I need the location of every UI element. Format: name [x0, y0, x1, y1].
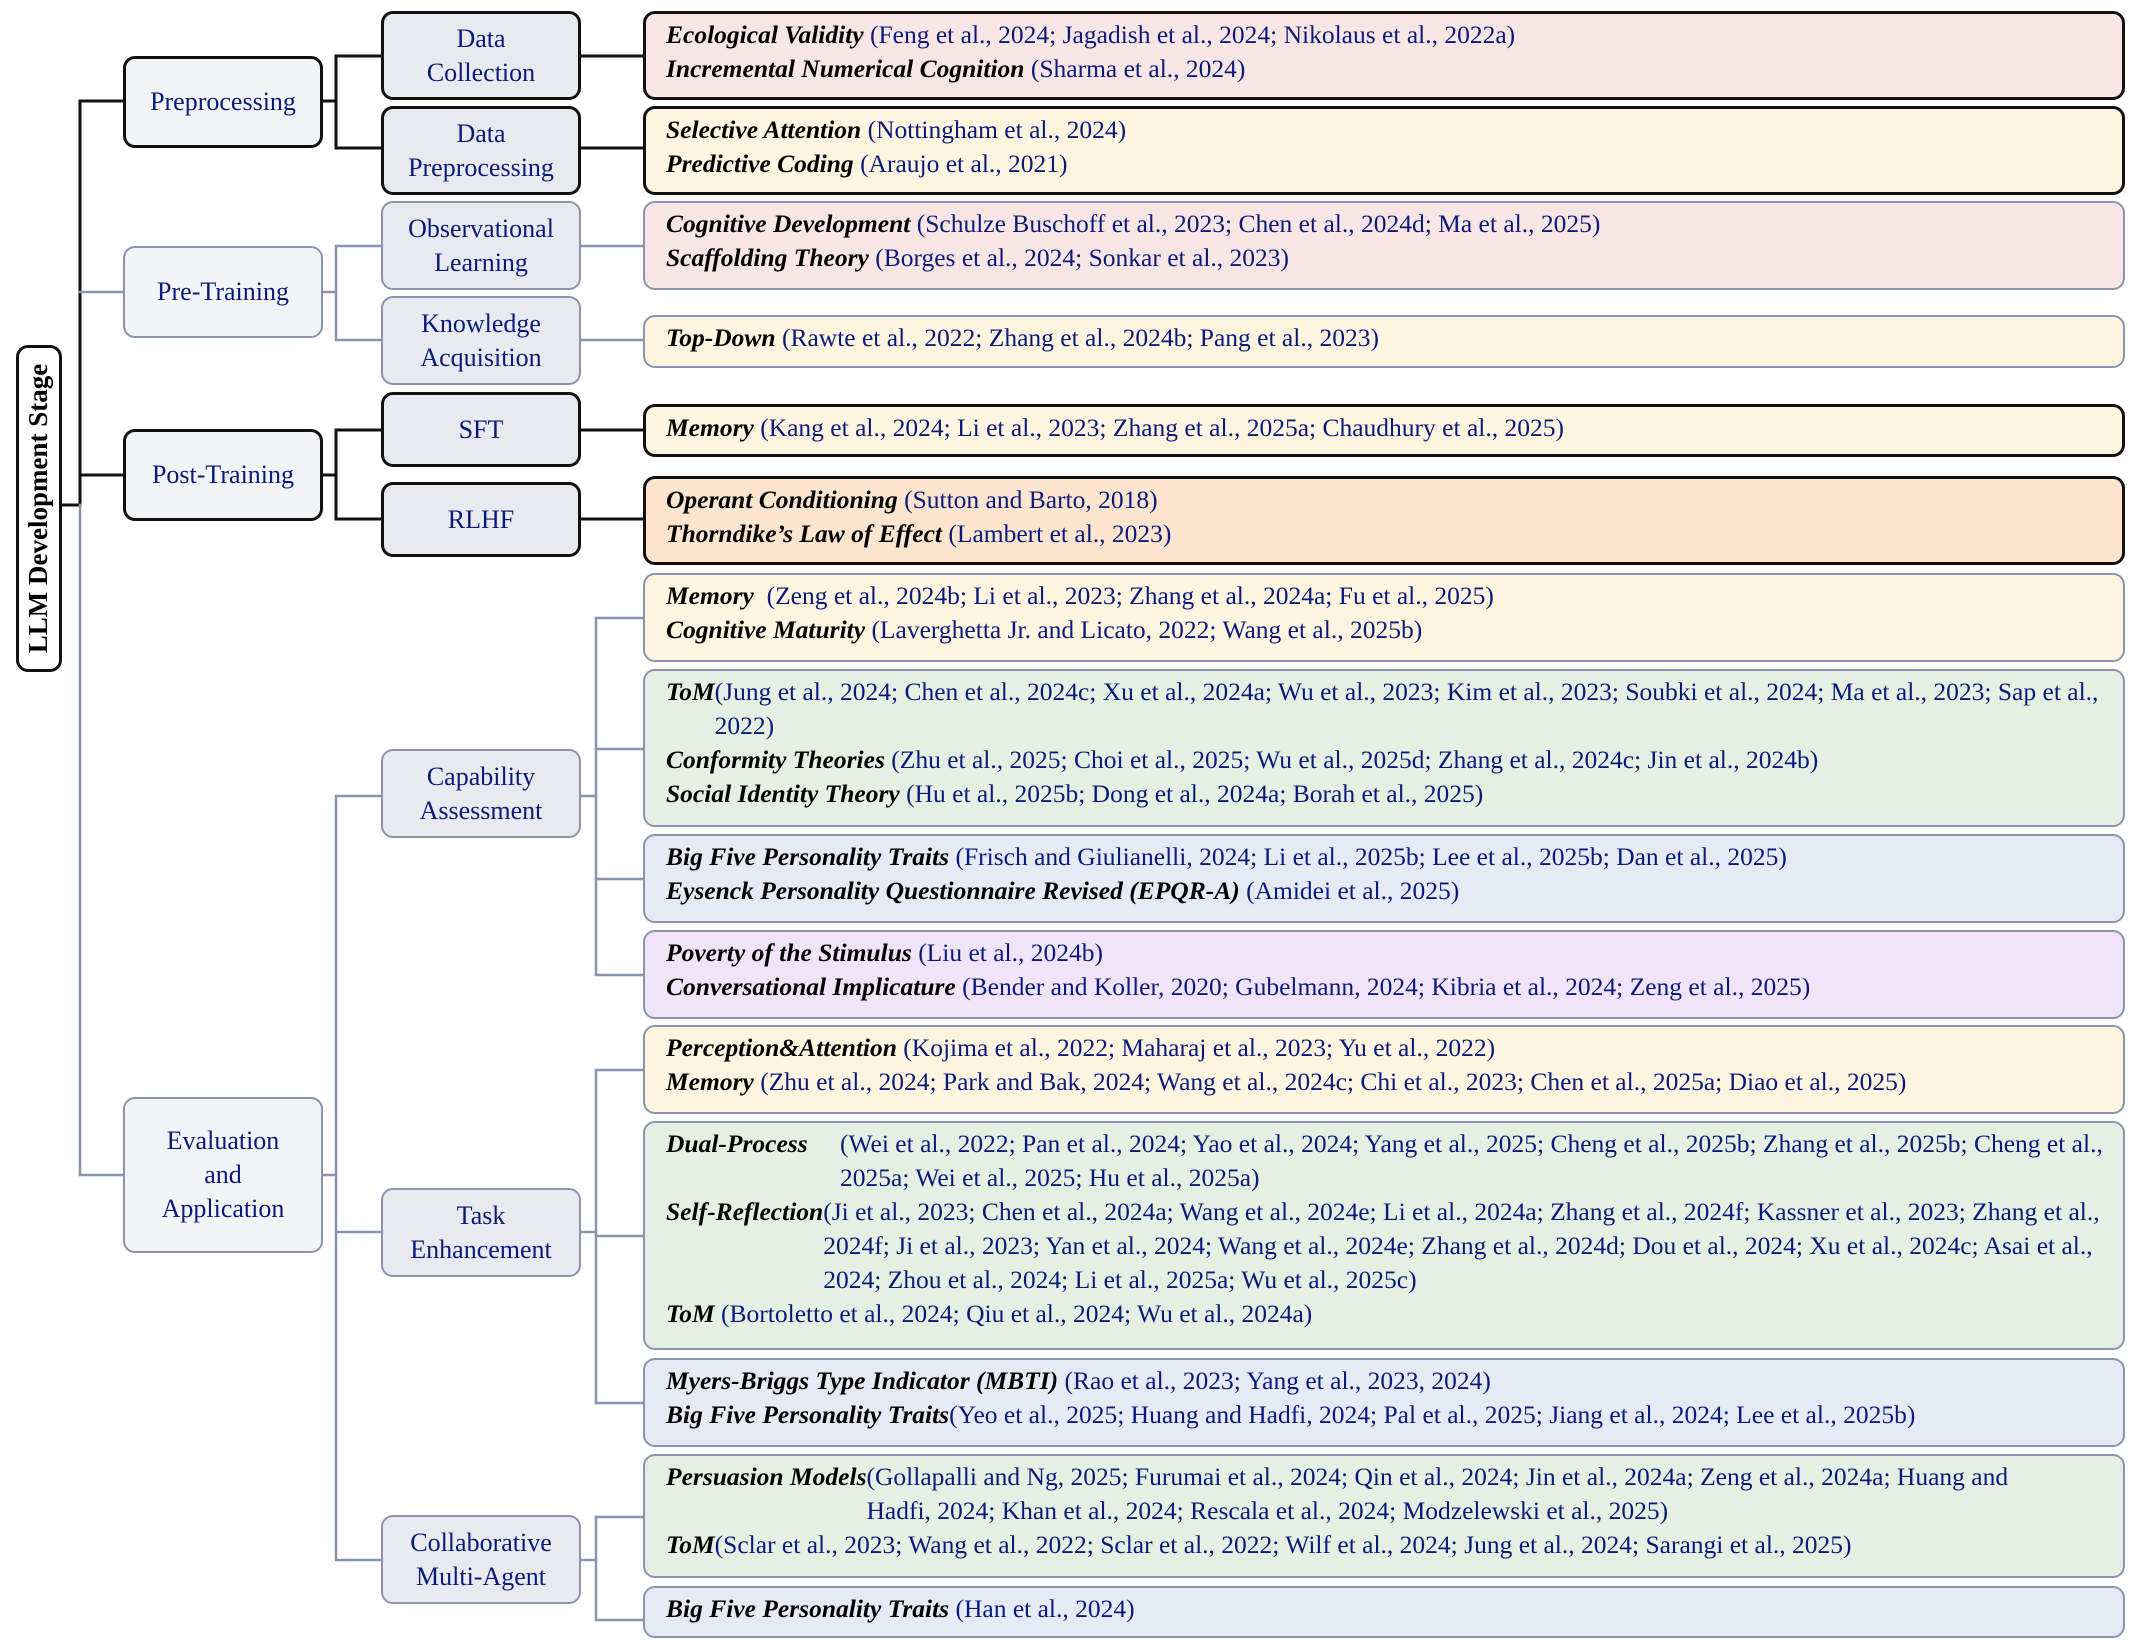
leaf-term: Incremental Numerical Cognition — [666, 54, 1025, 83]
leaf-capability-memory — [643, 573, 2125, 662]
leaf-capability-personality — [643, 834, 2125, 923]
leaf-term: Thorndike’s Law of Effect — [666, 519, 942, 548]
leaf-term: Ecological Validity — [666, 20, 864, 49]
leaf-multiagent-personality — [643, 1586, 2125, 1638]
leaf-item — [666, 613, 2123, 647]
leaf-term: Self-Reflection — [666, 1197, 824, 1226]
leaf-item — [666, 840, 2123, 874]
leaf-item — [666, 970, 2123, 1004]
leaf-term: Dual-Process — [666, 1129, 808, 1158]
subcat-sft-label: SFT — [458, 414, 504, 444]
leaf-term: Memory — [666, 413, 754, 442]
subcat-capability-assessment-label: Capability Assessment — [419, 761, 543, 825]
leaf-citations: (Rao et al., 2023; Yang et al., 2023, 2024) — [1058, 1366, 1491, 1395]
leaf-term: Social Identity Theory — [666, 779, 900, 808]
leaf-data-preprocessing — [643, 106, 2125, 195]
leaf-citations: (Yeo et al., 2025; Huang and Hadfi, 2024; Pal et al., 2025; Jiang et al., 2024; Lee et al., 2025b) — [949, 1400, 1916, 1429]
leaf-item — [666, 743, 2123, 777]
subcat-collaborative-multi-agent — [381, 1515, 581, 1604]
leaf-item — [666, 1031, 2123, 1065]
leaf-term: Perception&Attention — [666, 1033, 897, 1062]
leaf-citations: (Feng et al., 2024; Jagadish et al., 2024; Nikolaus et al., 2022a) — [863, 20, 1516, 49]
leaf-citations: (Han et al., 2024) — [949, 1594, 1135, 1623]
leaf-item — [666, 18, 2122, 52]
leaf-item — [666, 517, 2122, 551]
leaf-item — [666, 147, 2122, 181]
stage-posttraining-label: Post-Training — [151, 460, 295, 489]
subcat-observational-learning-label: Observational Learning — [408, 213, 554, 277]
leaf-citations: (Sharma et al., 2024) — [1024, 54, 1246, 83]
root-node — [16, 345, 62, 672]
leaf-citations: (Liu et al., 2024b) — [911, 938, 1104, 967]
leaf-citations: (Amidei et al., 2025) — [1239, 876, 1460, 905]
leaf-term: ToM — [666, 677, 715, 706]
root-label: LLM Development Stage — [23, 363, 54, 654]
leaf-term: Memory — [666, 581, 754, 610]
stage-evaluation — [123, 1097, 323, 1253]
leaf-sft — [643, 404, 2125, 457]
leaf-item — [666, 1528, 2123, 1562]
subcat-knowledge-acquisition — [381, 296, 581, 385]
subcat-rlhf — [381, 482, 581, 557]
leaf-item — [666, 1460, 2123, 1528]
subcat-observational-learning — [381, 201, 581, 290]
leaf-item — [666, 1398, 2123, 1432]
leaf-item — [666, 321, 2123, 355]
leaf-citations: (Schulze Buschoff et al., 2023; Chen et al., 2024d; Ma et al., 2025) — [910, 209, 1601, 238]
leaf-term: Selective Attention — [666, 115, 862, 144]
leaf-term: Poverty of the Stimulus — [666, 938, 912, 967]
leaf-item — [666, 411, 2122, 445]
leaf-citations: (Rawte et al., 2022; Zhang et al., 2024b; Pang et al., 2023) — [775, 323, 1379, 352]
leaf-term: Predictive Coding — [666, 149, 854, 178]
leaf-item — [666, 52, 2122, 86]
leaf-citations: (Kojima et al., 2022; Maharaj et al., 2023; Yu et al., 2022) — [896, 1033, 1496, 1062]
stage-preprocessing-label: Preprocessing — [150, 87, 296, 116]
leaf-item — [666, 1297, 2123, 1331]
stage-pretraining — [123, 246, 323, 338]
leaf-citations: (Lambert et al., 2023) — [942, 519, 1172, 548]
leaf-item — [666, 207, 2123, 241]
leaf-data-collection — [643, 11, 2125, 100]
subcat-knowledge-acquisition-label: Knowledge Acquisition — [420, 308, 542, 372]
leaf-citations: (Wei et al., 2022; Pan et al., 2024; Yao et al., 2024; Yang et al., 2025; Cheng et al., 2025b; Zhang et al., 2025b; Cheng et al., 2025a; Wei et al., 2025; Hu et al., 2025a) — [840, 1129, 2103, 1192]
leaf-item — [666, 241, 2123, 275]
leaf-citations: (Ji et al., 2023; Chen et al., 2024a; Wang et al., 2024e; Li et al., 2024a; Zhang et al., 2024f; Kassner et al., 2023; Zhang et al., 2024f; Ji et al., 2023; Yan et al., 2024; Wang et al., 2024e; Zhang et al., 2024d; Dou et al., 2024; Xu et al., 2024c; Asai et al., 2024; Zhou et al., 2024; Li et al., 2025a; Wu et al., 2025c) — [823, 1197, 2100, 1294]
leaf-item — [666, 675, 2123, 743]
leaf-item — [666, 1127, 2123, 1195]
leaf-citations: (Kang et al., 2024; Li et al., 2023; Zhang et al., 2025a; Chaudhury et al., 2025) — [753, 413, 1564, 442]
leaf-citations: (Araujo et al., 2021) — [853, 149, 1068, 178]
leaf-item — [666, 1195, 2123, 1297]
leaf-term: Persuasion Models — [666, 1462, 867, 1491]
leaf-term: Cognitive Maturity — [666, 615, 866, 644]
subcat-data-collection-label: Data Collection — [426, 23, 536, 87]
leaf-term: Operant Conditioning — [666, 485, 898, 514]
stage-evaluation-label: Evaluation and Application — [161, 1126, 285, 1223]
leaf-rlhf — [643, 476, 2125, 565]
leaf-observational-learning — [643, 201, 2125, 290]
subcat-data-preprocessing — [381, 106, 581, 195]
leaf-term: Cognitive Development — [666, 209, 911, 238]
leaf-capability-language — [643, 930, 2125, 1019]
leaf-item — [666, 579, 2123, 613]
subcat-rlhf-label: RLHF — [447, 504, 515, 534]
leaf-item — [666, 1364, 2123, 1398]
subcat-data-preprocessing-label: Data Preprocessing — [408, 118, 554, 182]
subcat-task-enhancement — [381, 1188, 581, 1277]
leaf-term: Myers-Briggs Type Indicator (MBTI) — [666, 1366, 1059, 1395]
leaf-item — [666, 483, 2122, 517]
leaf-citations: (Nottingham et al., 2024) — [861, 115, 1127, 144]
leaf-knowledge-acquisition — [643, 315, 2125, 368]
leaf-citations: (Zhu et al., 2025; Choi et al., 2025; Wu et al., 2025d; Zhang et al., 2024c; Jin et al., 2024b) — [884, 745, 1819, 774]
leaf-citations: (Sclar et al., 2023; Wang et al., 2022; Sclar et al., 2022; Wilf et al., 2024; Jung et al., 2024; Sarangi et al., 2025) — [714, 1530, 1852, 1559]
leaf-citations: (Borges et al., 2024; Sonkar et al., 2023) — [868, 243, 1290, 272]
leaf-item — [666, 777, 2123, 811]
stage-pretraining-label: Pre-Training — [157, 277, 289, 306]
leaf-term: Top-Down — [666, 323, 776, 352]
leaf-citations: (Bortoletto et al., 2024; Qiu et al., 2024; Wu et al., 2024a) — [714, 1299, 1313, 1328]
subcat-task-enhancement-label: Task Enhancement — [410, 1200, 552, 1264]
leaf-task-personality — [643, 1358, 2125, 1447]
leaf-term: Eysenck Personality Questionnaire Revised (EPQR-A) — [666, 876, 1240, 905]
leaf-term: ToM — [666, 1299, 715, 1328]
leaf-citations: (Zeng et al., 2024b; Li et al., 2023; Zhang et al., 2024a; Fu et al., 2025) — [753, 581, 1494, 610]
leaf-term: Scaffolding Theory — [666, 243, 869, 272]
leaf-task-reasoning — [643, 1121, 2125, 1350]
leaf-item — [666, 874, 2123, 908]
subcat-collaborative-multi-agent-label: Collaborative Multi-Agent — [410, 1527, 552, 1591]
leaf-citations: (Laverghetta Jr. and Licato, 2022; Wang et al., 2025b) — [865, 615, 1423, 644]
leaf-citations: (Sutton and Barto, 2018) — [897, 485, 1158, 514]
leaf-item — [666, 1065, 2123, 1099]
leaf-multiagent-social — [643, 1454, 2125, 1578]
stage-preprocessing — [123, 56, 323, 148]
leaf-term: Memory — [666, 1067, 754, 1096]
subcat-capability-assessment — [381, 749, 581, 838]
leaf-term: Big Five Personality Traits — [666, 842, 950, 871]
leaf-item — [666, 113, 2122, 147]
leaf-item — [666, 936, 2123, 970]
leaf-item — [666, 1592, 2123, 1626]
leaf-citations: (Hu et al., 2025b; Dong et al., 2024a; Borah et al., 2025) — [899, 779, 1484, 808]
subcat-sft — [381, 392, 581, 467]
subcat-data-collection — [381, 11, 581, 100]
leaf-citations: (Zhu et al., 2024; Park and Bak, 2024; Wang et al., 2024c; Chi et al., 2023; Chen et al., 2025a; Diao et al., 2025) — [753, 1067, 1907, 1096]
leaf-term: Big Five Personality Traits — [666, 1594, 950, 1623]
leaf-term: ToM — [666, 1530, 715, 1559]
leaf-capability-social — [643, 669, 2125, 827]
leaf-task-perception — [643, 1025, 2125, 1114]
leaf-citations: (Bender and Koller, 2020; Gubelmann, 2024; Kibria et al., 2024; Zeng et al., 2025) — [955, 972, 1811, 1001]
leaf-citations: (Jung et al., 2024; Chen et al., 2024c; Xu et al., 2024a; Wu et al., 2023; Kim et al., 2023; Soubki et al., 2024; Ma et al., 2023; Sap et al., 2022) — [714, 677, 2099, 740]
leaf-term: Big Five Personality Traits — [666, 1400, 950, 1429]
leaf-citations: (Gollapalli and Ng, 2025; Furumai et al., 2024; Qin et al., 2024; Jin et al., 2024a; Zeng et al., 2024a; Huang and Hadfi, 2024; Khan et al., 2024; Rescala et al., 2024; Modzelewski et al., 2025) — [866, 1462, 2009, 1525]
leaf-citations: (Frisch and Giulianelli, 2024; Li et al., 2025b; Lee et al., 2025b; Dan et al., 2025) — [949, 842, 1787, 871]
stage-posttraining — [123, 429, 323, 521]
leaf-term: Conformity Theories — [666, 745, 885, 774]
leaf-term: Conversational Implicature — [666, 972, 956, 1001]
